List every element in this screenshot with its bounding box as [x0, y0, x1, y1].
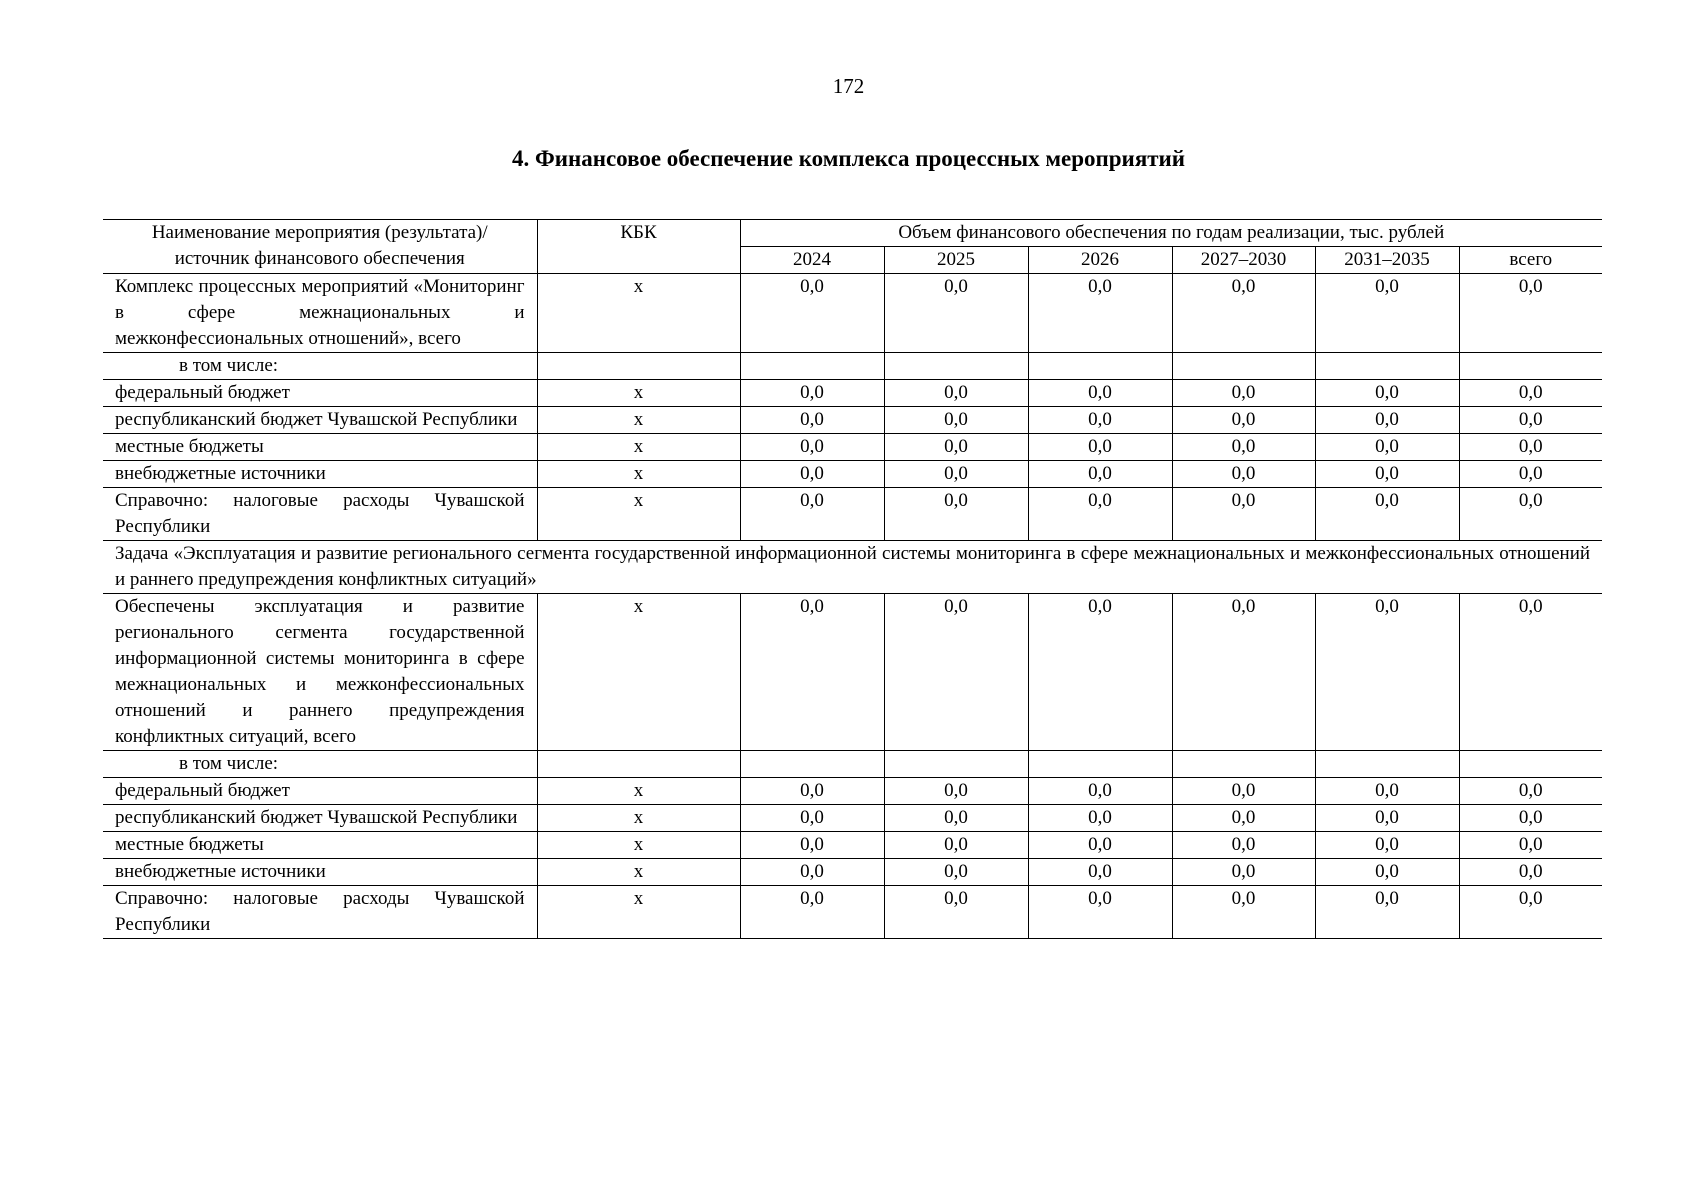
row-name: федеральный бюджет [103, 380, 537, 407]
row-name: внебюджетные источники [103, 859, 537, 886]
header-year: 2027–2030 [1172, 247, 1315, 274]
value-cell: 0,0 [740, 805, 884, 832]
value-cell: 0,0 [1315, 832, 1459, 859]
value-cell: 0,0 [1459, 805, 1602, 832]
value-cell [740, 353, 884, 380]
row-name: внебюджетные источники [103, 461, 537, 488]
row-name: в том числе: [103, 353, 537, 380]
row-name: республиканский бюджет Чувашской Республики [103, 805, 537, 832]
value-cell: 0,0 [884, 832, 1028, 859]
value-cell: 0,0 [884, 488, 1028, 541]
value-cell: 0,0 [1028, 886, 1172, 939]
header-volume: Объем финансового обеспечения по годам реализации, тыс. рублей [740, 220, 1602, 247]
value-cell: 0,0 [1028, 805, 1172, 832]
value-cell: 0,0 [1172, 594, 1315, 751]
row-kbk [537, 751, 740, 778]
row-kbk: х [537, 594, 740, 751]
value-cell: 0,0 [1315, 434, 1459, 461]
table-row [103, 594, 1602, 751]
row-kbk [537, 353, 740, 380]
value-cell: 0,0 [740, 274, 884, 353]
value-cell: 0,0 [740, 859, 884, 886]
value-cell: 0,0 [1315, 488, 1459, 541]
value-cell: 0,0 [1172, 886, 1315, 939]
value-cell: 0,0 [1172, 832, 1315, 859]
value-cell: 0,0 [740, 886, 884, 939]
task-row [103, 541, 1602, 594]
row-kbk: х [537, 407, 740, 434]
value-cell [1028, 353, 1172, 380]
value-cell: 0,0 [884, 461, 1028, 488]
value-cell [1459, 751, 1602, 778]
table-row [103, 407, 1602, 434]
value-cell: 0,0 [1172, 778, 1315, 805]
value-cell: 0,0 [1459, 407, 1602, 434]
value-cell: 0,0 [884, 434, 1028, 461]
value-cell: 0,0 [1315, 859, 1459, 886]
value-cell: 0,0 [884, 886, 1028, 939]
row-name: местные бюджеты [103, 832, 537, 859]
row-kbk: х [537, 461, 740, 488]
value-cell: 0,0 [1459, 832, 1602, 859]
value-cell: 0,0 [1028, 488, 1172, 541]
row-name: Справочно: налоговые расходы Чувашской Республики [103, 886, 537, 939]
value-cell: 0,0 [740, 594, 884, 751]
header-row [103, 220, 1602, 247]
value-cell: 0,0 [1315, 886, 1459, 939]
value-cell: 0,0 [1172, 488, 1315, 541]
row-kbk: х [537, 434, 740, 461]
value-cell: 0,0 [740, 434, 884, 461]
row-name: Обеспечены эксплуатация и развитие регионального сегмента государственной информационной системы мониторинга в сфере межнациональных и межконфессиональных отношений и раннего предупреждения конфликтных ситуаций, всего [103, 594, 537, 751]
header-kbk: КБК [537, 220, 740, 274]
value-cell: 0,0 [740, 380, 884, 407]
value-cell: 0,0 [1315, 805, 1459, 832]
value-cell: 0,0 [1172, 274, 1315, 353]
table-row [103, 380, 1602, 407]
value-cell: 0,0 [884, 859, 1028, 886]
value-cell: 0,0 [884, 407, 1028, 434]
row-name: Справочно: налоговые расходы Чувашской Республики [103, 488, 537, 541]
value-cell: 0,0 [884, 594, 1028, 751]
table-row [103, 886, 1602, 939]
table-row [103, 859, 1602, 886]
row-kbk: х [537, 886, 740, 939]
task-text: Задача «Эксплуатация и развитие регионального сегмента государственной информационной системы мониторинга в сфере межнациональных и межконфессиональных отношений и раннего предупреждения конфликтных ситуаций» [103, 541, 1602, 594]
table-row [103, 434, 1602, 461]
header-year: 2024 [740, 247, 884, 274]
row-name: в том числе: [103, 751, 537, 778]
value-cell [1172, 353, 1315, 380]
value-cell [884, 353, 1028, 380]
value-cell: 0,0 [1172, 805, 1315, 832]
value-cell: 0,0 [1172, 407, 1315, 434]
value-cell: 0,0 [1459, 380, 1602, 407]
row-name: федеральный бюджет [103, 778, 537, 805]
row-kbk: х [537, 805, 740, 832]
value-cell: 0,0 [740, 407, 884, 434]
financial-table [103, 219, 1602, 939]
value-cell: 0,0 [884, 778, 1028, 805]
value-cell: 0,0 [1028, 778, 1172, 805]
value-cell: 0,0 [1459, 859, 1602, 886]
value-cell: 0,0 [740, 832, 884, 859]
value-cell: 0,0 [1315, 778, 1459, 805]
value-cell: 0,0 [1459, 274, 1602, 353]
table-row [103, 832, 1602, 859]
value-cell [1459, 353, 1602, 380]
header-year: 2031–2035 [1315, 247, 1459, 274]
value-cell [1028, 751, 1172, 778]
value-cell: 0,0 [884, 274, 1028, 353]
row-kbk: х [537, 859, 740, 886]
value-cell: 0,0 [884, 805, 1028, 832]
value-cell: 0,0 [1028, 859, 1172, 886]
value-cell: 0,0 [1028, 407, 1172, 434]
header-total: всего [1459, 247, 1602, 274]
value-cell: 0,0 [1028, 461, 1172, 488]
value-cell: 0,0 [1315, 380, 1459, 407]
value-cell [740, 751, 884, 778]
page-number: 172 [832, 74, 865, 98]
value-cell: 0,0 [1459, 594, 1602, 751]
value-cell [1172, 751, 1315, 778]
value-cell: 0,0 [884, 380, 1028, 407]
table-row [103, 461, 1602, 488]
row-kbk: х [537, 832, 740, 859]
value-cell: 0,0 [1172, 380, 1315, 407]
value-cell: 0,0 [1459, 488, 1602, 541]
row-kbk: х [537, 778, 740, 805]
value-cell: 0,0 [1172, 461, 1315, 488]
value-cell: 0,0 [1315, 274, 1459, 353]
row-name: местные бюджеты [103, 434, 537, 461]
header-year: 2025 [884, 247, 1028, 274]
row-kbk: х [537, 380, 740, 407]
row-kbk: х [537, 488, 740, 541]
table-row [103, 488, 1602, 541]
value-cell: 0,0 [1459, 778, 1602, 805]
row-name: республиканский бюджет Чувашской Республики [103, 407, 537, 434]
header-name: Наименование мероприятия (результата)/ источник финансового обеспечения [103, 220, 537, 274]
value-cell: 0,0 [1459, 434, 1602, 461]
value-cell: 0,0 [1315, 407, 1459, 434]
value-cell [884, 751, 1028, 778]
value-cell: 0,0 [1172, 434, 1315, 461]
value-cell: 0,0 [1028, 274, 1172, 353]
value-cell: 0,0 [1028, 594, 1172, 751]
row-kbk: х [537, 274, 740, 353]
value-cell: 0,0 [1315, 594, 1459, 751]
row-name: Комплекс процессных мероприятий «Мониторинг в сфере межнациональных и межконфессиональных отношений», всего [103, 274, 537, 353]
table-row [103, 274, 1602, 353]
value-cell [1315, 751, 1459, 778]
value-cell: 0,0 [1459, 461, 1602, 488]
value-cell: 0,0 [1315, 461, 1459, 488]
value-cell: 0,0 [1028, 434, 1172, 461]
section-title: 4. Финансовое обеспечение комплекса процессных мероприятий [511, 146, 1186, 171]
table-row [103, 805, 1602, 832]
table-row [103, 778, 1602, 805]
value-cell: 0,0 [1028, 380, 1172, 407]
value-cell: 0,0 [1028, 832, 1172, 859]
value-cell: 0,0 [740, 461, 884, 488]
value-cell: 0,0 [1459, 886, 1602, 939]
value-cell: 0,0 [740, 778, 884, 805]
table-row [103, 751, 1602, 778]
value-cell: 0,0 [740, 488, 884, 541]
header-year: 2026 [1028, 247, 1172, 274]
table-row [103, 353, 1602, 380]
value-cell [1315, 353, 1459, 380]
value-cell: 0,0 [1172, 859, 1315, 886]
